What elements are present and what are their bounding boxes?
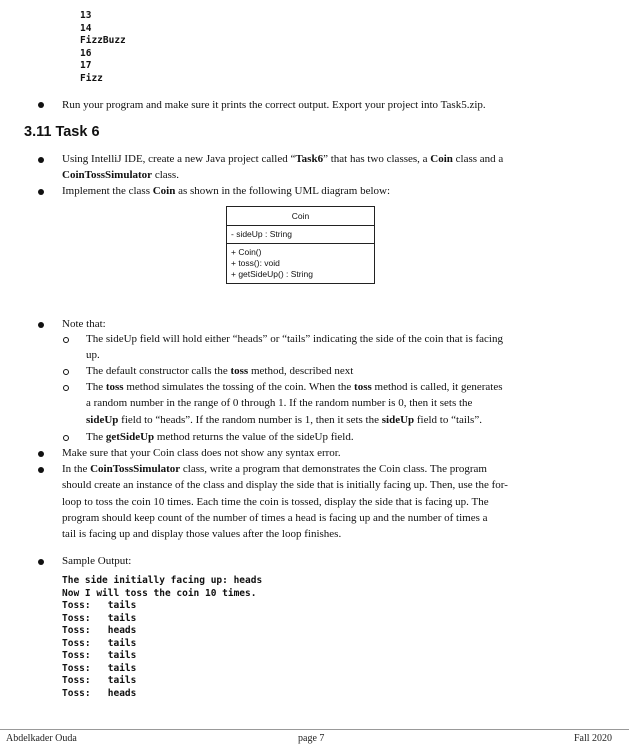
uml-methods [227,243,374,283]
section-title: 3.11 Task 6 [24,124,100,140]
task-instruction-1: Using IntelliJ IDE, create a new Java project called “Task6” that has two classes, a Coin class and a CoinTossSimulator class. [62,153,504,182]
note-sideup: The sideUp field will hold either “heads” or “tails” indicating the side of the coin that is facing up. [86,333,503,362]
bullet-icon [38,559,44,565]
output-line: Toss: tails [62,675,137,686]
run-instruction: Run your program and make sure it prints the correct output. Export your project into Task5.zip. [62,99,486,111]
uml-class-diagram [226,206,375,284]
output-line: Toss: heads [62,625,137,636]
output-line: 13 [80,10,92,21]
footer-term: Fall 2020 [574,733,613,744]
syntax-instruction: Make sure that your Coin class does not show any syntax error. [62,447,341,459]
output-line: 14 [80,22,92,34]
footer-page: page 7 [298,733,325,744]
sub-bullet-icon [63,435,69,441]
bullet-icon [38,102,44,108]
uml-method: + toss(): void [231,258,280,268]
sub-bullet-icon [63,385,69,391]
bullet-icon [38,467,44,473]
output-line: Toss: heads [62,687,137,699]
bullet-icon [38,451,44,457]
output-line: Toss: tails [62,662,137,674]
footer-divider [0,729,629,730]
uml-attributes: - sideUp : String [227,225,374,243]
sub-bullet-icon [63,337,69,343]
sub-bullet-icon [63,369,69,375]
output-line: 16 [80,47,92,59]
uml-class-name: Coin [291,211,310,221]
bullet-icon [38,322,44,328]
output-line: Now I will toss the coin 10 times. [62,587,257,599]
simulator-instruction: In the CoinTossSimulator class, write a program that demonstrates the Coin class. The program should create an instance of the class and display the side that is initially facing up. Then, use the for- loop to toss the coin 10 times. Each time the coin is tossed, display the side that is facing up. The program should keep count of the number of times a head is facing up and the number of times a tail is facing up and display those values after the loop finishes. [62,463,508,541]
output-line: FizzBuzz [80,35,126,46]
output-line: Toss: tails [62,600,137,611]
sample-output-label: Sample Output: [62,555,132,567]
note-toss: The toss method simulates the tossing of the coin. When the toss method is called, it generates a random number in the range of 0 through 1. If the random number is 0, then it sets the sideUp field to “heads”. If the random number is 1, then it sets the sideUp field to “tails”. [86,381,503,426]
output-line: Toss: tails [62,650,137,661]
output-line: Fizz [80,72,103,84]
output-line: Toss: tails [62,612,137,624]
output-line: 17 [80,60,92,71]
sample-console-output [62,575,262,700]
top-console-output [80,10,126,85]
output-line: The side initially facing up: heads [62,575,263,586]
note-getsideup: The getSideUp method returns the value of the sideUp field. [86,431,354,443]
note-constructor: The default constructor calls the toss method, described next [86,365,354,377]
uml-method: + Coin() [231,247,262,257]
note-label: Note that: [62,318,106,330]
task-instruction-2: Implement the class Coin as shown in the following UML diagram below: [62,185,391,197]
output-line: Toss: tails [62,637,137,649]
bullet-icon [38,189,44,195]
uml-method: + getSideUp() : String [231,269,313,279]
footer-author: Abdelkader Ouda [6,733,77,744]
bullet-icon [38,157,44,163]
